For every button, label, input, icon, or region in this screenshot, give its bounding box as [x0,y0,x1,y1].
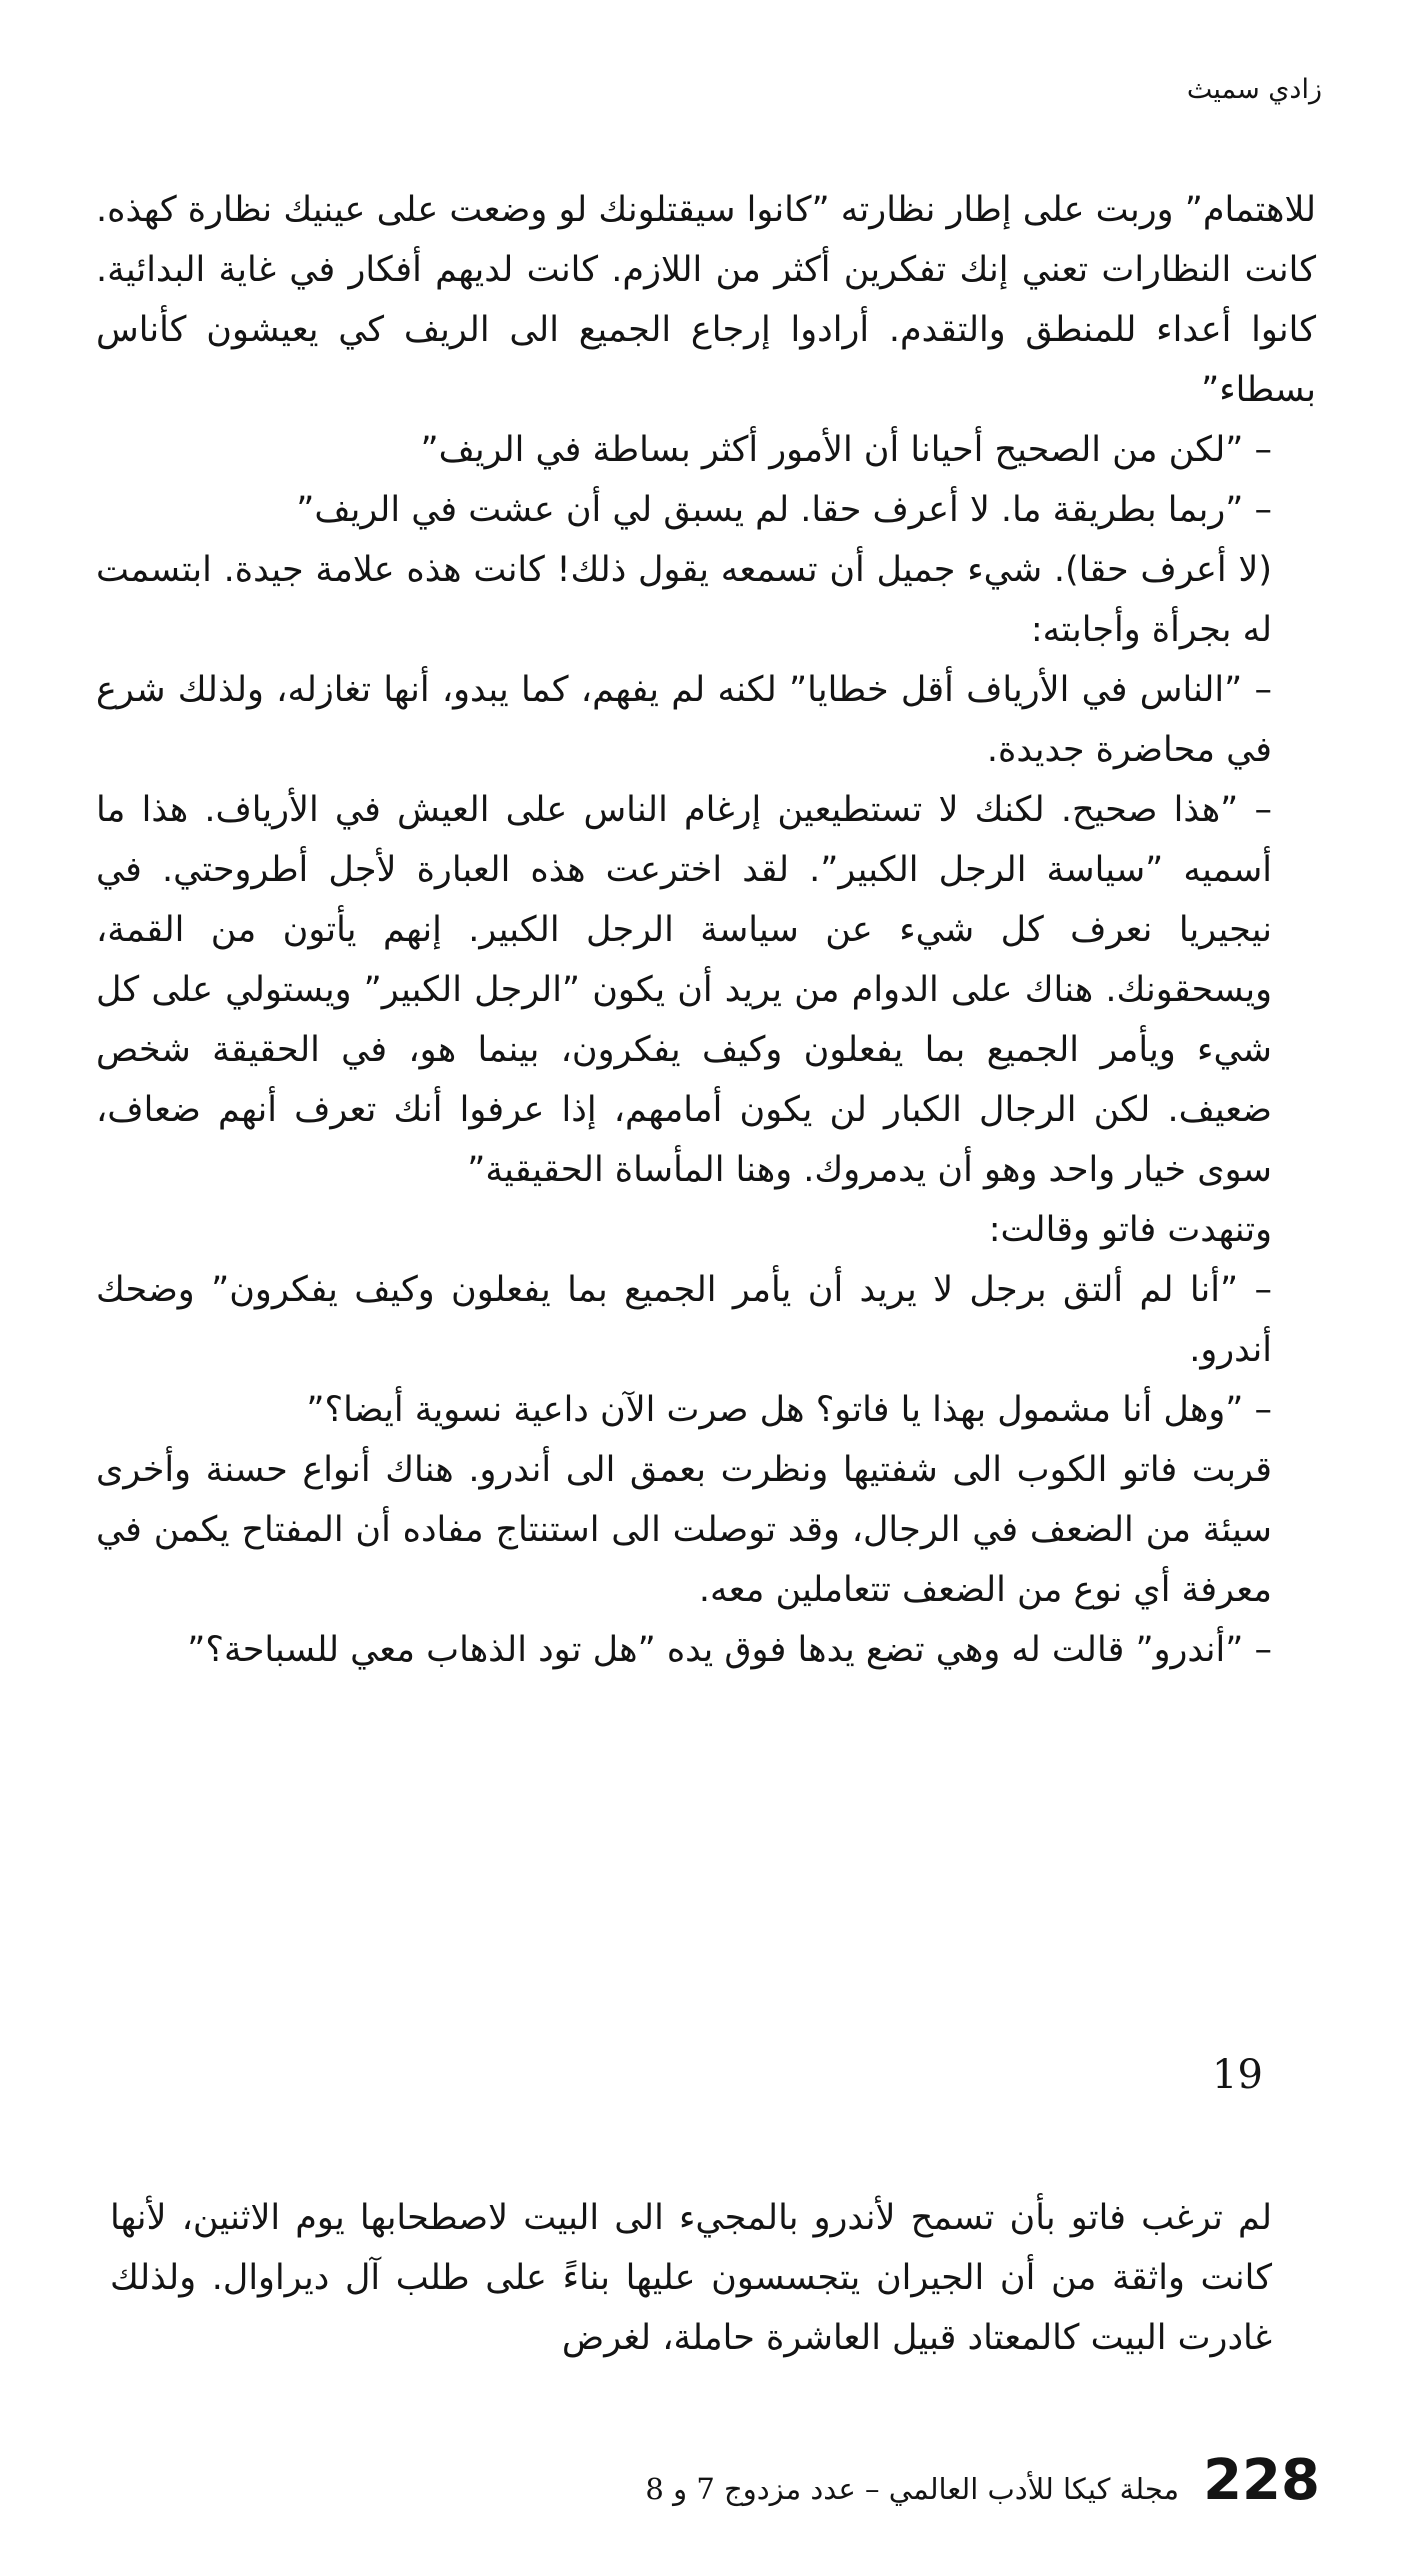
paragraph: (لا أعرف حقا). شيء جميل أن تسمعه يقول ذلك! كانت هذه علامة جيدة. ابتسمت له بجرأة وأجابته: [96,550,1272,650]
journal-title: مجلة كيكا للأدب العالمي – عدد مزدوج 7 و 8 [645,2472,1180,2506]
dialogue-line: – ”أنا لم ألتق برجل لا يريد أن يأمر الجميع بما يفعلون وكيف يفكرون” وضحك أندرو. [96,1270,1272,1370]
paragraph: وتنهدت فاتو وقالت: [988,1210,1272,1250]
paragraph: للاهتمام” وربت على إطار نظارته ”كانوا سيقتلونك لو وضعت على عينيك نظارة كهذه. كانت النظارات تعني إنك تفكرين أكثر من اللازم. كانت لديهم أفكار في غاية البدائية. كانوا أعداء للمنطق والتقدم. أرادوا إرجاع الجميع الى الريف كي يعيشون كأناس بسطاء” [96,190,1316,410]
section-number: 19 [1212,2052,1263,2098]
dialogue-line: – ”الناس في الأرياف أقل خطايا” لكنه لم يفهم، كما يبدو، أنها تغازله، ولذلك شرع في محاضرة جديدة. [96,670,1272,770]
main-text-block [96,180,1316,1680]
dialogue-line: – ”لكن من الصحيح أحيانا أن الأمور أكثر بساطة في الريف” [420,430,1272,470]
dialogue-line: – ”وهل أنا مشمول بهذا يا فاتو؟ هل صرت الآن داعية نسوية أيضا؟” [306,1390,1272,1430]
paragraph: قربت فاتو الكوب الى شفتيها ونظرت بعمق الى أندرو. هناك أنواع حسنة وأخرى سيئة من الضعف في الرجال، وقد توصلت الى استنتاج مفاده أن المفتاح يكمن في معرفة أي نوع من الضعف تتعاملين معه. [96,1450,1272,1610]
dialogue-line: – ”هذا صحيح. لكنك لا تستطيعين إرغام الناس على العيش في الأرياف. هذا ما أسميه ”سياسة الرجل الكبير”. لقد اخترعت هذه العبارة لأجل أطروحتي. في نيجيريا نعرف كل شيء عن سياسة الرجل الكبير. إنهم يأتون من القمة، ويسحقونك. هناك على الدوام من يريد أن يكون ”الرجل الكبير” ويستولي على كل شيء ويأمر الجميع بما يفعلون وكيف يفكرون، بينما هو، في الحقيقة شخص ضعيف. لكن الرجال الكبار لن يكون أمامهم، إذا عرفوا أنك تعرف أنهم ضعاف، سوى خيار واحد وهو أن يدمروك. وهنا المأساة الحقيقية” [96,790,1272,1190]
running-header-author: زادي سميث [1186,74,1322,105]
page-number: 228 [1203,2448,1320,2513]
page-footer [620,2448,1320,2518]
dialogue-line: – ”ربما بطريقة ما. لا أعرف حقا. لم يسبق لي أن عشت في الريف” [296,490,1272,530]
dialogue-line: – ”أندرو” قالت له وهي تضع يدها فوق يده ”هل تود الذهاب معي للسباحة؟” [187,1630,1272,1670]
paragraph: لم ترغب فاتو بأن تسمح لأندرو بالمجيء الى البيت لاصطحابها يوم الاثنين، لأنها كانت واثقة من أن الجيران يتجسسون عليها بناءً على طلب آل ديراوال. ولذلك غادرت البيت كالمعتاد قبيل العاشرة حاملة، لغرض [110,2198,1272,2358]
continuation-text-block [110,2188,1316,2368]
